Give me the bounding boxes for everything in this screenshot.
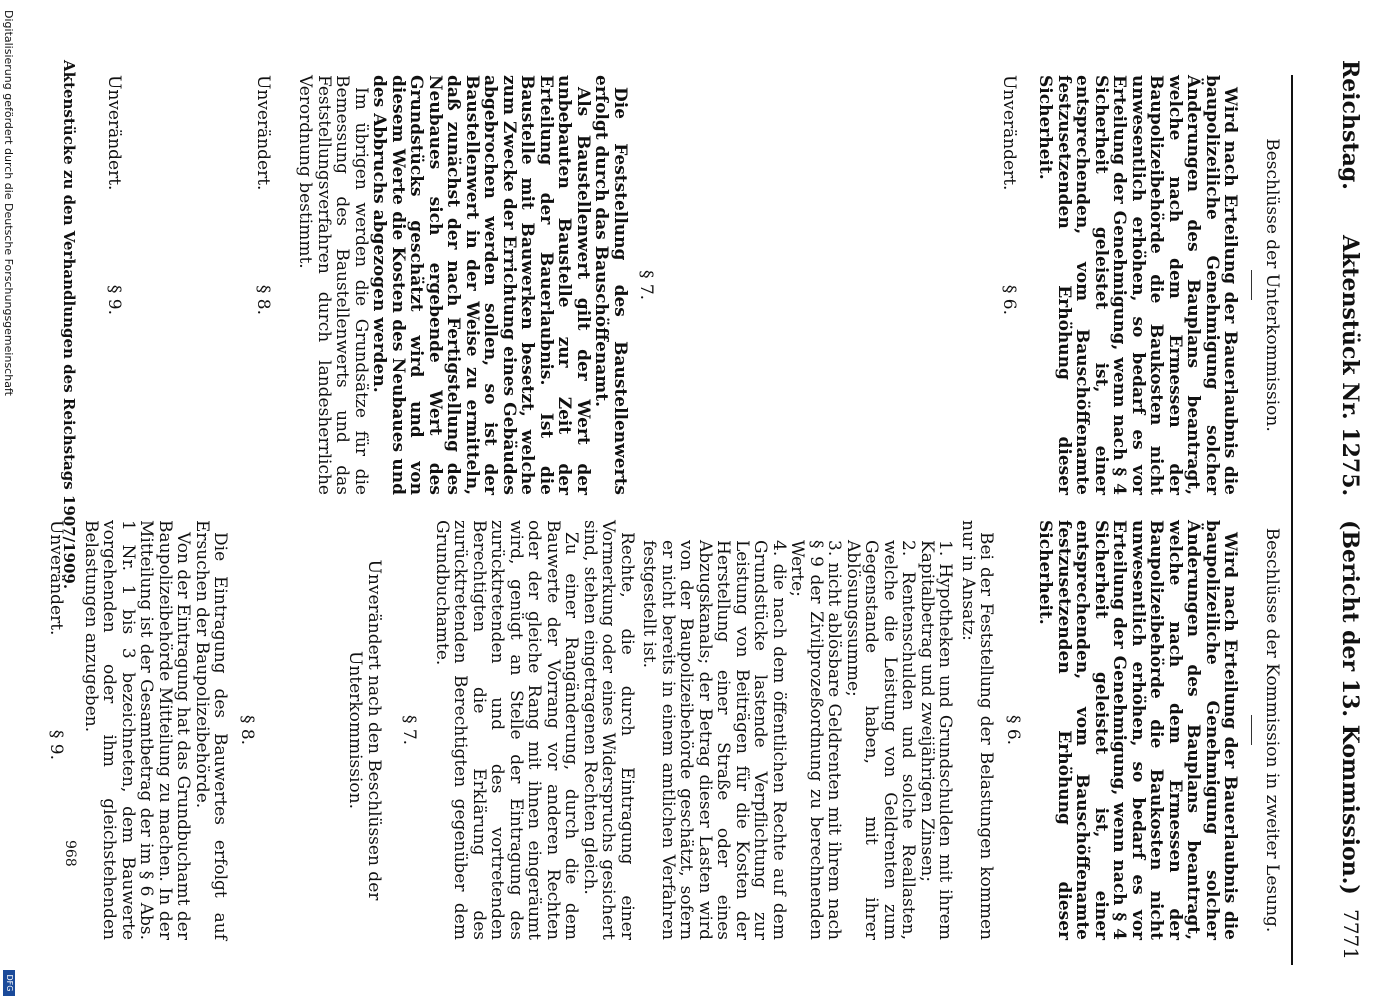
left-section-7: § 7.: [636, 269, 657, 301]
dfg-credit: [1, 0, 15, 1000]
header-rule: [1291, 75, 1293, 965]
header-center: Aktenstück Nr. 1275.: [1337, 235, 1363, 497]
right-sec8-p2: Von der Eintragung hat das Grundbuchamt der Baupolizeibehörde Mitteilung zu machen. In der Mitteilung ist der Gesamtbetrag der im § 6 Abs. 1 Nr. 1 bis 3 bezeichneten, dem Bauwerte vorgehenden oder ihm gleichstehenden Belastungen anzugeben.: [81, 520, 194, 940]
left-section-8: § 8.: [253, 284, 273, 315]
list-item: 4. die nach dem öffentlichen Rechte auf dem Grundstücke lastende Verpflichtung zur Leistung von Beiträgen für die Kosten der Herstellung einer Straße oder eines Abzugskanals; der Betrag dieser Lasten wird von der Baupolizeibehörde geschätzt, sofern er nicht bereits in einem amtlichen Verfahren festgestellt ist.: [639, 540, 789, 940]
footer-page-number: 968: [62, 840, 78, 867]
right-column: [47, 520, 1281, 940]
left-sec7-p3: Im übrigen werden die Grundsätze für die Bemessung des Baustellenwerts und das Feststellungsverfahren durch landesherrliche Verordnung bestimmt.: [295, 75, 371, 495]
list-item: 3. nicht ablösbare Geldrenten mit ihrem nach § 9 der Zivilprozeßordnung zu berechnenden Werte;: [787, 540, 845, 940]
list-item: 1. Hypotheken und Grundschulden mit ihrem Kapitalbetrag und zweijährigen Zinsen;: [917, 540, 956, 940]
page-header: [1331, 0, 1371, 1000]
right-unverandert-9: Unverändert.: [46, 520, 67, 636]
right-sec7-text: Unverändert nach den Beschlüssen der Unterkommission.: [345, 559, 384, 901]
right-sec8-p1: Die Eintragung des Bauwertes erfolgt auf Ersuchen der Baupolizeibehörde.: [192, 520, 231, 940]
left-column: [105, 75, 1281, 495]
footer-text: Aktenstücke zu den Verhandlungen des Reichstags 1907/1909.: [60, 60, 78, 590]
left-sec7-p2: Als Baustellenwert gilt der Wert der unbebauten Baustelle zur Zeit der Erteilung der Bauerlaubnis. Ist die Baustelle mit Bauwerken besetzt, welche zum Zwecke der Errichtung eines Gebäudes abgebrochen werden sollen, so ist der Baustellenwert in der Weise zu ermitteln, daß zunächst der nach Fertigstellung des Neubaues sich ergebende Wert des Grundstücks geschätzt wird und von diesem Werte die Kosten des Neubaues und des Abbruchs abgezogen werden.: [369, 75, 593, 495]
left-sec7-p1: Die Feststellung des Baustellenwerts erfolgt durch das Bauschöffenamt.: [591, 75, 630, 495]
header-right: (Bericht der 13. Kommission.): [1337, 520, 1363, 895]
left-section-6: § 6.: [999, 284, 1019, 315]
dfg-logo-icon: DFG: [3, 970, 15, 996]
left-column-title: Beschlüsse der Unterkommission.: [1262, 138, 1282, 432]
divider: [1252, 270, 1253, 300]
right-sec6-p3: Zu einer Rangänderung, durch die dem Bauwerte der Vorrang vor anderen Rechten oder der gleiche Rang mit ihnen eingeräumt wird, genügt an Stelle der Eintragung des zurücktretenden und des vortretenden Berechtigten die Erklärung des zurücktretenden Berechtigten gegenüber dem Grundbuchamte.: [432, 520, 582, 940]
right-sec6-p2: Rechte, die durch Eintragung einer Vormerkung oder eines Widerspruchs gesichert sind, stehen eingetragenen Rechten gleich.: [580, 520, 637, 940]
divider: [1252, 715, 1253, 745]
left-unverandert-8: Unverändert.: [253, 75, 273, 191]
right-intro: Wird nach Erteilung der Bauerlaubnis die baupolizeiliche Genehmigung solcher Änderungen des Bauplans beantragt, welche nach dem Ermessen der Baupolizeibehörde die Baukosten nicht unwesentlich erhöhen, so bedarf es vor Erteilung der Genehmigung, wenn nach § 4 Sicherheit geleistet ist, einer entsprechenden, vom Bauschöffenamte festzusetzenden Erhöhung dieser Sicherheit.: [1035, 520, 1241, 940]
list-item: 2. Rentenschulden und solche Reallasten, welche die Leistung von Geldrenten zum Gegenstande haben, mit ihrer Ablösungssumme;: [843, 540, 919, 940]
header-left: Reichstag.: [1337, 60, 1363, 190]
right-column-title: Beschlüsse der Kommission in zweiter Lesung.: [1262, 527, 1282, 933]
right-section-8: § 8.: [237, 714, 257, 746]
right-section-7: § 7.: [399, 714, 420, 746]
left-section-9: § 9.: [104, 284, 125, 315]
header-page-number: 7771: [1339, 909, 1363, 960]
right-section-9: § 9.: [46, 729, 67, 760]
right-section-6: § 6.: [1003, 714, 1023, 746]
dfg-text: Digitalisierung gefördert durch die Deutsche Forschungsgemeinschaft: [2, 10, 15, 396]
left-unverandert-6: Unverändert.: [999, 75, 1019, 191]
left-intro: Wird nach Erteilung der Bauerlaubnis die baupolizeiliche Genehmigung solcher Änderungen des Bauplans beantragt, welche nach dem Ermessen der Baupolizeibehörde die Baukosten nicht unwesentlich erhöhen, so bedarf es vor Erteilung der Genehmigung, wenn nach § 4 Sicherheit geleistet ist, einer entsprechenden, vom Bauschöffenamte festzusetzenden Erhöhung dieser Sicherheit.: [1035, 75, 1241, 495]
left-unverandert-9: Unverändert.: [104, 75, 125, 191]
right-sec6-intro: Bei der Feststellung der Belastungen kommen nur in Ansatz:: [958, 520, 997, 940]
right-sec6-list: [640, 520, 955, 940]
